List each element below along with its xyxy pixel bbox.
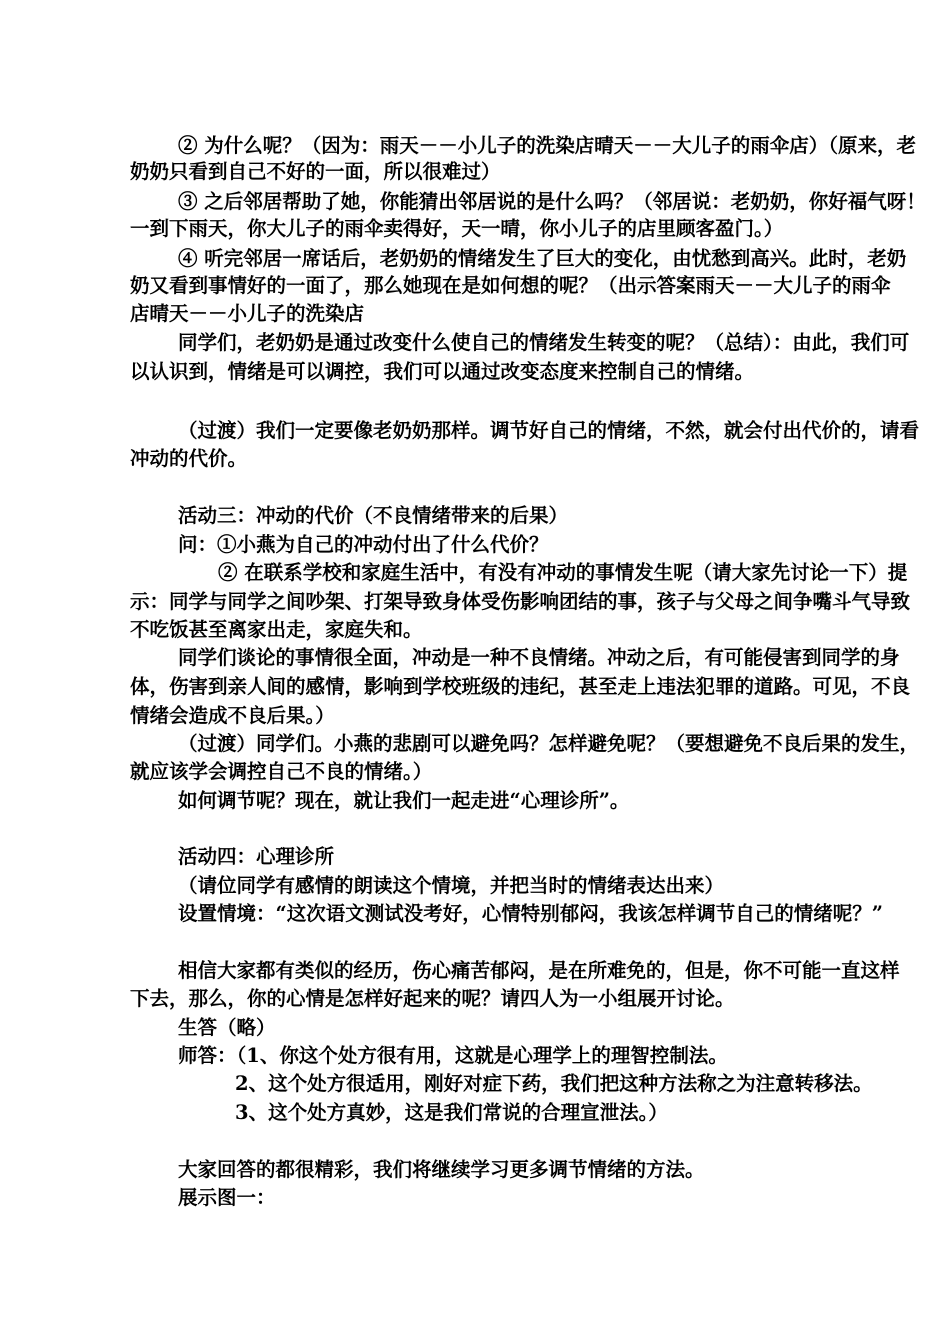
section-heading: 活动三：冲动的代价（不良情绪带来的后果） <box>178 504 569 527</box>
text-line: ② 在联系学校和家庭生活中，有没有冲动的事情发生呢（请大家先讨论一下）提 <box>218 561 908 584</box>
text-line: （过渡）我们一定要像老奶奶那样。调节好自己的情绪，不然，就会付出代价的，请看 <box>178 419 920 442</box>
section-heading: 活动四：心理诊所 <box>178 845 335 868</box>
text-line: 大家回答的都很精彩，我们将继续学习更多调节情绪的方法。 <box>178 1158 705 1181</box>
text-line: ③ 之后邻居帮助了她，你能猜出邻居说的是什么吗？（邻居说：老奶奶，你好福气呀！ <box>178 190 926 213</box>
text-line: 就应该学会调控自己不良的情绪。） <box>130 760 433 783</box>
text-line: 同学们，老奶奶是通过改变什么使自己的情绪发生转变的呢？（总结）：由此，我们可 <box>178 331 910 354</box>
text-line: 以认识到，情绪是可以调控，我们可以通过改变态度来控制自己的情绪。 <box>130 360 755 383</box>
text-line: 如何调节呢？现在，就让我们一起走进“心理诊所”。 <box>178 789 630 812</box>
text-line: 奶又看到事情好的一面了，那么她现在是如何想的呢？（出示答案雨天－－大儿子的雨伞 <box>130 274 891 297</box>
text-line: 下去，那么，你的心情是怎样好起来的呢？请四人为一小组展开讨论。 <box>130 987 735 1010</box>
text-line: 2、这个处方很适用，刚好对症下药，我们把这种方法称之为注意转移法。 <box>235 1072 873 1095</box>
text-line: （请位同学有感情的朗读这个情境，并把当时的情绪表达出来） <box>178 874 725 897</box>
text-line: 情绪会造成不良后果。） <box>130 704 335 727</box>
text-line: 展示图一： <box>178 1186 276 1209</box>
text-line: 生答（略） <box>178 1016 276 1039</box>
text-line: 不吃饭甚至离家出走，家庭失和。 <box>130 618 423 641</box>
text-line: 相信大家都有类似的经历，伤心痛苦郁闷，是在所难免的，但是，你不可能一直这样 <box>178 959 900 982</box>
text-line: 体，伤害到亲人间的感情，影响到学校班级的违纪，甚至走上违法犯罪的道路。可见，不良 <box>130 675 911 698</box>
text-line: 设置情境：“这次语文测试没考好，心情特别郁闷，我该怎样调节自己的情绪呢？” <box>178 902 883 925</box>
text-line: 店晴天－－小儿子的洗染店 <box>130 302 365 325</box>
text-line: 示：同学与同学之间吵架、打架导致身体受伤影响团结的事，孩子与父母之间争嘴斗气导致 <box>130 590 911 613</box>
text-line: 冲动的代价。 <box>130 447 248 470</box>
text-line: 师答：（1、你这个处方很有用，这就是心理学上的理智控制法。 <box>178 1044 728 1067</box>
text-line: ④ 听完邻居一席话后，老奶奶的情绪发生了巨大的变化，由忧愁到高兴。此时，老奶 <box>178 247 907 270</box>
text-line: （过渡）同学们。小燕的悲剧可以避免吗？怎样避免呢？（要想避免不良后果的发生， <box>178 732 920 755</box>
text-line: 一到下雨天，你大儿子的雨伞卖得好，天一晴，你小儿子的店里顾客盈门。） <box>130 217 784 240</box>
text-line: 问：①小燕为自己的冲动付出了什么代价？ <box>178 533 549 556</box>
text-line: 奶奶只看到自己不好的一面，所以很难过） <box>130 160 501 183</box>
text-line: 同学们谈论的事情很全面，冲动是一种不良情绪。冲动之后，有可能侵害到同学的身 <box>178 646 900 669</box>
text-line: 3、这个处方真妙，这是我们常说的合理宣泄法。） <box>235 1101 668 1124</box>
text-line: ② 为什么呢？（因为：雨天－－小儿子的洗染店晴天－－大儿子的雨伞店）（原来，老 <box>178 134 917 157</box>
